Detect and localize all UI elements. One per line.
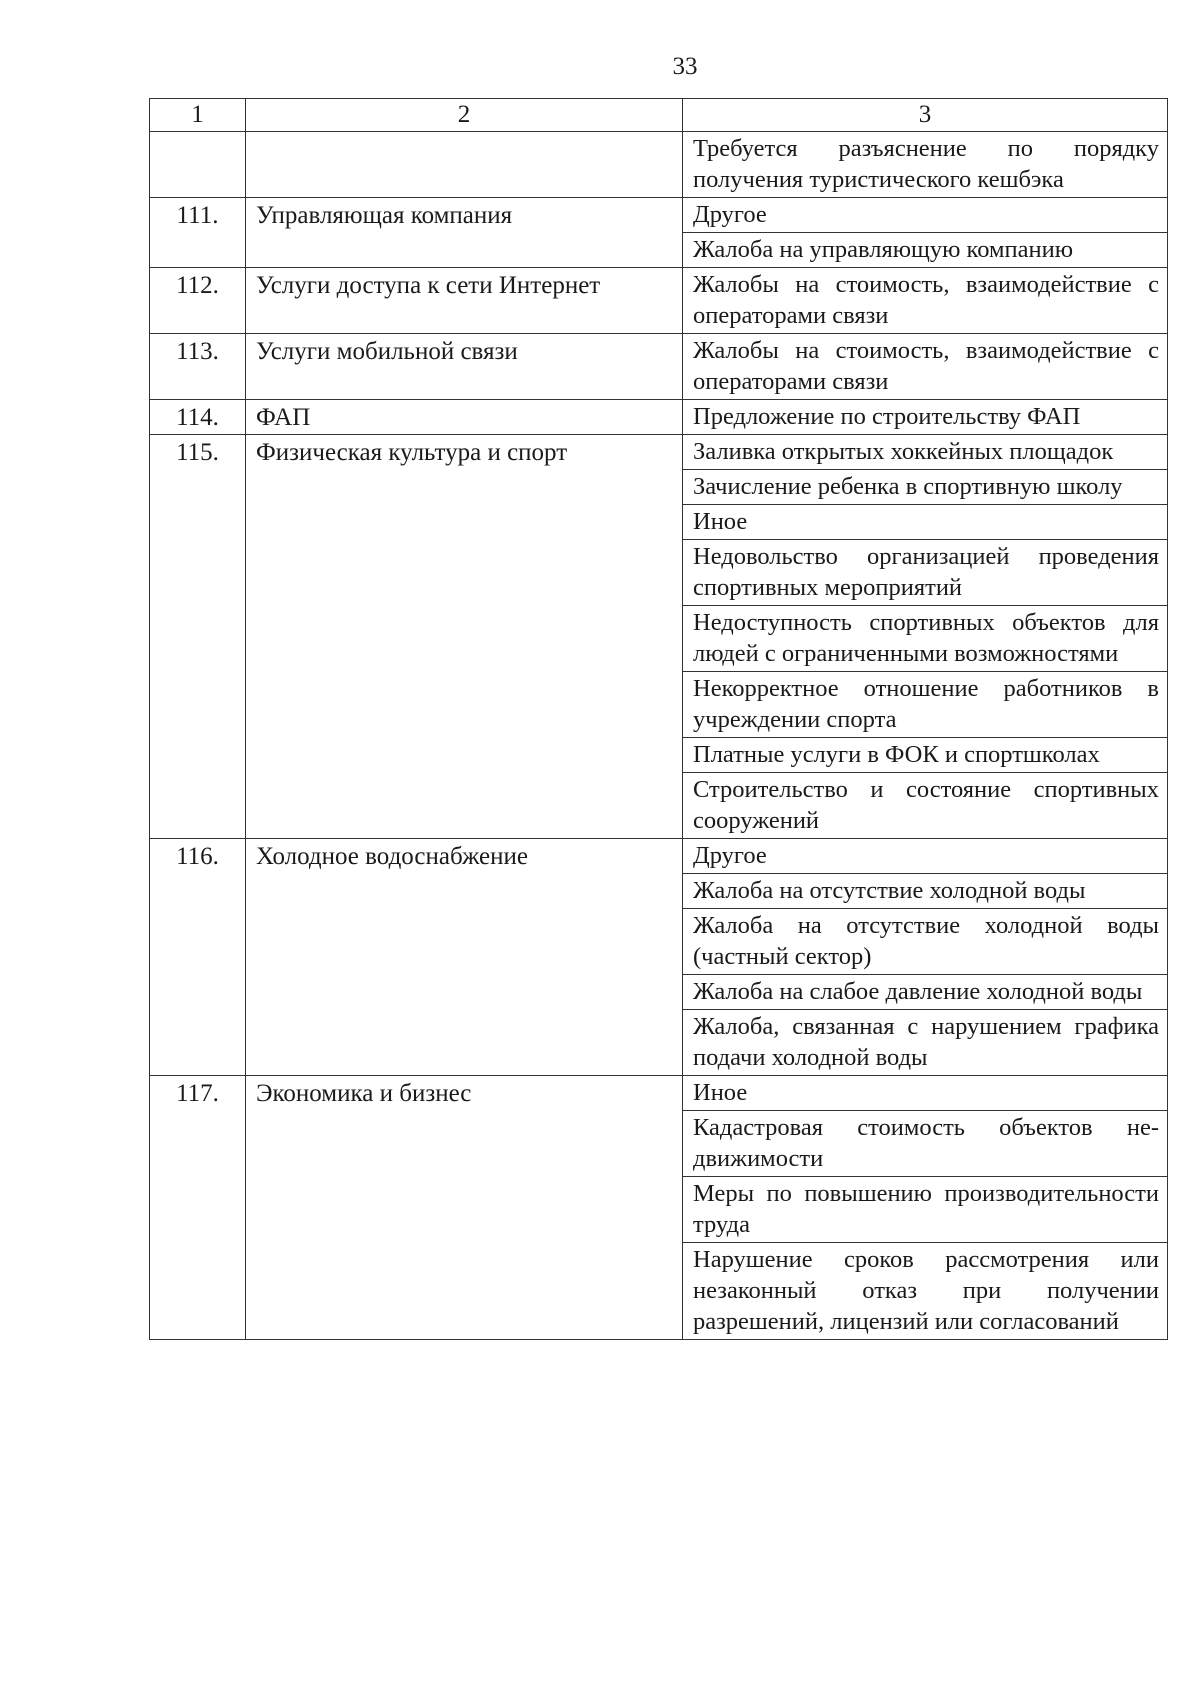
subcategory-item: Недоступность спортивных объектов для людей с ограниченными возможностями bbox=[683, 606, 1167, 672]
subcategory-item: Предложение по строительству ФАП bbox=[693, 403, 1081, 430]
subcategory-item: Жалоба на отсутствие холодной воды (частный сектор) bbox=[683, 909, 1167, 975]
row-number: 113. bbox=[150, 334, 246, 400]
table-row bbox=[150, 334, 1168, 400]
table-row bbox=[150, 1076, 1168, 1340]
subcategory-list bbox=[683, 334, 1168, 400]
subcategory-list bbox=[683, 400, 1168, 435]
category-name: ФАП bbox=[246, 400, 683, 435]
table-row bbox=[150, 400, 1168, 435]
row-number: 112. bbox=[150, 268, 246, 334]
row-number bbox=[150, 132, 246, 198]
subcategory-item: Другое bbox=[683, 839, 1167, 874]
subcategory-list bbox=[683, 268, 1168, 334]
subcategory-item: Иное bbox=[683, 505, 1167, 540]
category-name: Управляющая компания bbox=[246, 198, 683, 268]
row-number: 117. bbox=[150, 1076, 246, 1340]
subcategory-item: Зачисление ребенка в спортивную школу bbox=[683, 470, 1167, 505]
subcategory-item: Недовольство организацией проведения спортивных мероприятий bbox=[683, 540, 1167, 606]
subcategory-item: Требуется разъяснение по порядку получения туристического кешбэка bbox=[693, 135, 1159, 193]
subcategory-item: Жалоба на слабое давление холодной воды bbox=[683, 975, 1167, 1010]
classifier-table bbox=[149, 98, 1168, 1340]
subcategory-list bbox=[683, 839, 1168, 1076]
table-row bbox=[150, 839, 1168, 1076]
subcategory-item: Заливка открытых хоккейных площадок bbox=[683, 435, 1167, 470]
header-col-2: 2 bbox=[246, 99, 683, 132]
category-name: Услуги мобильной связи bbox=[246, 334, 683, 400]
page-number: 33 bbox=[672, 53, 698, 80]
subcategory-item: Жалобы на стоимость, взаимодействие с операторами связи bbox=[693, 337, 1159, 395]
subcategory-item: Платные услуги в ФОК и спортшколах bbox=[683, 738, 1167, 773]
subcategory-item: Жалоба на отсутствие холодной воды bbox=[683, 874, 1167, 909]
subcategory-item: Нарушение сроков рассмотрения или незаконный отказ при получении разрешений, лицензий или согласований bbox=[693, 1246, 1159, 1335]
subcategory-item: Иное bbox=[683, 1076, 1167, 1111]
subcategory-list bbox=[683, 198, 1168, 268]
subcategory-list bbox=[683, 435, 1168, 839]
subcategory-item: Жалоба на управляющую компанию bbox=[693, 236, 1074, 263]
row-number: 111. bbox=[150, 198, 246, 268]
row-number: 115. bbox=[150, 435, 246, 839]
subcategory-item: Другое bbox=[683, 198, 1167, 233]
category-name bbox=[246, 132, 683, 198]
category-name: Услуги доступа к сети Интернет bbox=[246, 268, 683, 334]
table-row bbox=[150, 435, 1168, 839]
category-name: Холодное водоснабжение bbox=[246, 839, 683, 1076]
subcategory-item: Меры по повышению производительности труда bbox=[683, 1177, 1167, 1243]
header-col-3: 3 bbox=[683, 99, 1168, 132]
subcategory-item: Жалобы на стоимость, взаимодействие с операторами связи bbox=[693, 271, 1159, 329]
table-header bbox=[150, 99, 1168, 132]
subcategory-list bbox=[683, 132, 1168, 198]
row-number: 116. bbox=[150, 839, 246, 1076]
continuation-row bbox=[150, 132, 1168, 198]
subcategory-item: Кадастровая стоимость объектов недвижимости bbox=[683, 1111, 1167, 1177]
category-name: Экономика и бизнес bbox=[246, 1076, 683, 1340]
subcategory-item: Строительство и состояние спортивных сооружений bbox=[693, 776, 1159, 834]
subcategory-item: Жалоба, связанная с нарушением графика подачи холодной воды bbox=[693, 1013, 1159, 1071]
subcategory-item: Некорректное отношение работников в учреждении спорта bbox=[683, 672, 1167, 738]
table-body bbox=[150, 132, 1168, 1340]
header-col-1: 1 bbox=[150, 99, 246, 132]
subcategory-list bbox=[683, 1076, 1168, 1340]
category-name: Физическая культура и спорт bbox=[246, 435, 683, 839]
table-row bbox=[150, 198, 1168, 268]
row-number: 114. bbox=[150, 400, 246, 435]
table-row bbox=[150, 268, 1168, 334]
